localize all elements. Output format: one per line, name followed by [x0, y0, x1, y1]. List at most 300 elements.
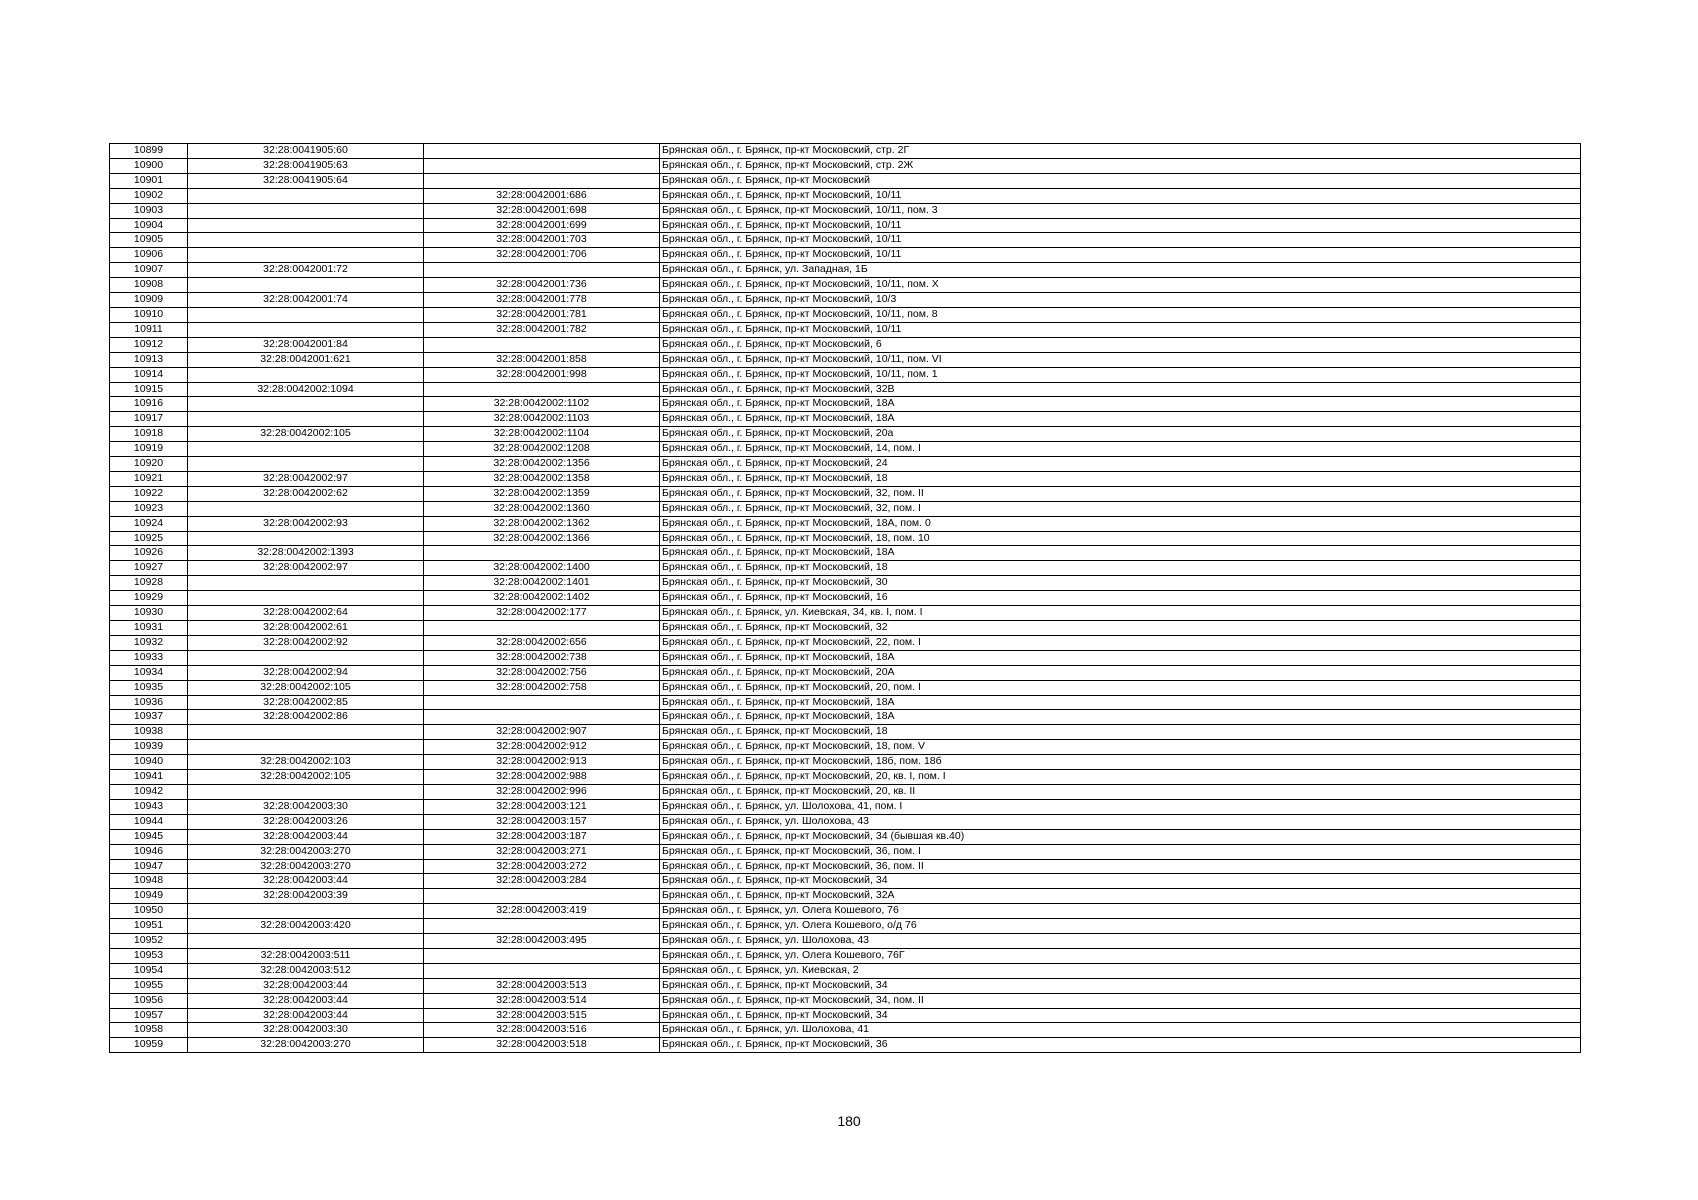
row-number-cell: 10932 [110, 635, 188, 650]
table-row [110, 799, 1581, 814]
object-cadastral-number-cell: 32:28:0042002:758 [424, 680, 660, 695]
land-cadastral-number-cell: 32:28:0042002:105 [188, 770, 424, 785]
address-cell: Брянская обл., г. Брянск, пр-кт Московский, 16 [660, 591, 1581, 606]
address-cell: Брянская обл., г. Брянск, ул. Шолохова, 41, пом. I [660, 799, 1581, 814]
object-cadastral-number-cell: 32:28:0042003:516 [424, 1023, 660, 1038]
table-row [110, 516, 1581, 531]
table-row [110, 755, 1581, 770]
object-cadastral-number-cell: 32:28:0042002:912 [424, 740, 660, 755]
land-cadastral-number-cell: 32:28:0042002:94 [188, 665, 424, 680]
table-row [110, 844, 1581, 859]
land-cadastral-number-cell [188, 397, 424, 412]
land-cadastral-number-cell: 32:28:0042003:270 [188, 1038, 424, 1053]
row-number-cell: 10926 [110, 546, 188, 561]
object-cadastral-number-cell: 32:28:0042003:272 [424, 859, 660, 874]
land-cadastral-number-cell: 32:28:0042001:72 [188, 263, 424, 278]
address-cell: Брянская обл., г. Брянск, пр-кт Московский, стр. 2Г [660, 144, 1581, 159]
row-number-cell: 10941 [110, 770, 188, 785]
address-cell: Брянская обл., г. Брянск, ул. Шолохова, 43 [660, 814, 1581, 829]
land-cadastral-number-cell: 32:28:0042002:103 [188, 755, 424, 770]
row-number-cell: 10933 [110, 650, 188, 665]
row-number-cell: 10918 [110, 427, 188, 442]
table-row [110, 591, 1581, 606]
object-cadastral-number-cell [424, 919, 660, 934]
table-row [110, 501, 1581, 516]
address-cell: Брянская обл., г. Брянск, пр-кт Московский, 18А [660, 695, 1581, 710]
row-number-cell: 10901 [110, 173, 188, 188]
land-cadastral-number-cell [188, 307, 424, 322]
address-cell: Брянская обл., г. Брянск, пр-кт Московский, 24 [660, 457, 1581, 472]
land-cadastral-number-cell: 32:28:0042002:61 [188, 621, 424, 636]
address-cell: Брянская обл., г. Брянск, пр-кт Московский, 18, пом. 10 [660, 531, 1581, 546]
row-number-cell: 10949 [110, 889, 188, 904]
table-row [110, 427, 1581, 442]
land-cadastral-number-cell [188, 248, 424, 263]
land-cadastral-number-cell [188, 442, 424, 457]
object-cadastral-number-cell: 32:28:0042002:988 [424, 770, 660, 785]
land-cadastral-number-cell: 32:28:0042003:270 [188, 859, 424, 874]
land-cadastral-number-cell [188, 725, 424, 740]
table-row [110, 635, 1581, 650]
land-cadastral-number-cell: 32:28:0042003:30 [188, 799, 424, 814]
address-cell: Брянская обл., г. Брянск, пр-кт Московский, 36 [660, 1038, 1581, 1053]
object-cadastral-number-cell: 32:28:0042002:1102 [424, 397, 660, 412]
table-row [110, 248, 1581, 263]
table-row [110, 412, 1581, 427]
land-cadastral-number-cell [188, 367, 424, 382]
row-number-cell: 10899 [110, 144, 188, 159]
row-number-cell: 10945 [110, 829, 188, 844]
address-cell: Брянская обл., г. Брянск, пр-кт Московский, 36, пом. I [660, 844, 1581, 859]
object-cadastral-number-cell: 32:28:0042002:1104 [424, 427, 660, 442]
land-cadastral-number-cell: 32:28:0041905:60 [188, 144, 424, 159]
land-cadastral-number-cell: 32:28:0041905:64 [188, 173, 424, 188]
address-cell: Брянская обл., г. Брянск, пр-кт Московский, 10/11 [660, 322, 1581, 337]
table-row [110, 606, 1581, 621]
address-cell: Брянская обл., г. Брянск, пр-кт Московский, 20А [660, 665, 1581, 680]
land-cadastral-number-cell [188, 278, 424, 293]
object-cadastral-number-cell [424, 963, 660, 978]
row-number-cell: 10959 [110, 1038, 188, 1053]
object-cadastral-number-cell: 32:28:0042002:177 [424, 606, 660, 621]
address-cell: Брянская обл., г. Брянск, пр-кт Московский, 10/11, пом. VI [660, 352, 1581, 367]
land-cadastral-number-cell: 32:28:0042003:420 [188, 919, 424, 934]
address-cell: Брянская обл., г. Брянск, пр-кт Московский, 30 [660, 576, 1581, 591]
address-cell: Брянская обл., г. Брянск, ул. Западная, 1Б [660, 263, 1581, 278]
address-cell: Брянская обл., г. Брянск, пр-кт Московский, 18 [660, 725, 1581, 740]
table-row [110, 144, 1581, 159]
land-cadastral-number-cell [188, 740, 424, 755]
land-cadastral-number-cell: 32:28:0042003:44 [188, 978, 424, 993]
table-row [110, 293, 1581, 308]
land-cadastral-number-cell: 32:28:0042003:30 [188, 1023, 424, 1038]
table-row [110, 203, 1581, 218]
object-cadastral-number-cell [424, 382, 660, 397]
land-cadastral-number-cell [188, 576, 424, 591]
address-cell: Брянская обл., г. Брянск, пр-кт Московский, 20а [660, 427, 1581, 442]
address-cell: Брянская обл., г. Брянск, пр-кт Московский, 36, пом. II [660, 859, 1581, 874]
object-cadastral-number-cell [424, 263, 660, 278]
object-cadastral-number-cell: 32:28:0042003:187 [424, 829, 660, 844]
object-cadastral-number-cell: 32:28:0042001:699 [424, 218, 660, 233]
row-number-cell: 10909 [110, 293, 188, 308]
address-cell: Брянская обл., г. Брянск, пр-кт Московский [660, 173, 1581, 188]
row-number-cell: 10913 [110, 352, 188, 367]
address-cell: Брянская обл., г. Брянск, пр-кт Московский, 10/11, пом. 3 [660, 203, 1581, 218]
row-number-cell: 10927 [110, 561, 188, 576]
table-row [110, 919, 1581, 934]
table-row [110, 784, 1581, 799]
object-cadastral-number-cell: 32:28:0042002:656 [424, 635, 660, 650]
land-cadastral-number-cell [188, 650, 424, 665]
table-row [110, 650, 1581, 665]
land-cadastral-number-cell: 32:28:0042002:92 [188, 635, 424, 650]
table-row [110, 173, 1581, 188]
address-cell: Брянская обл., г. Брянск, пр-кт Московский, 20, пом. I [660, 680, 1581, 695]
address-cell: Брянская обл., г. Брянск, ул. Киевская, 34, кв. I, пом. I [660, 606, 1581, 621]
table-row [110, 218, 1581, 233]
address-cell: Брянская обл., г. Брянск, пр-кт Московский, 14, пом. I [660, 442, 1581, 457]
land-cadastral-number-cell: 32:28:0042003:39 [188, 889, 424, 904]
row-number-cell: 10948 [110, 874, 188, 889]
land-cadastral-number-cell: 32:28:0042002:105 [188, 427, 424, 442]
table-row [110, 307, 1581, 322]
table-row [110, 442, 1581, 457]
row-number-cell: 10904 [110, 218, 188, 233]
land-cadastral-number-cell [188, 322, 424, 337]
row-number-cell: 10944 [110, 814, 188, 829]
object-cadastral-number-cell: 32:28:0042001:686 [424, 188, 660, 203]
object-cadastral-number-cell: 32:28:0042003:157 [424, 814, 660, 829]
land-cadastral-number-cell [188, 412, 424, 427]
row-number-cell: 10955 [110, 978, 188, 993]
row-number-cell: 10906 [110, 248, 188, 263]
row-number-cell: 10931 [110, 621, 188, 636]
land-cadastral-number-cell: 32:28:0042003:44 [188, 993, 424, 1008]
object-cadastral-number-cell: 32:28:0042001:778 [424, 293, 660, 308]
row-number-cell: 10924 [110, 516, 188, 531]
row-number-cell: 10958 [110, 1023, 188, 1038]
object-cadastral-number-cell [424, 621, 660, 636]
table-row [110, 978, 1581, 993]
object-cadastral-number-cell: 32:28:0042001:782 [424, 322, 660, 337]
land-cadastral-number-cell: 32:28:0042002:93 [188, 516, 424, 531]
object-cadastral-number-cell: 32:28:0042002:1356 [424, 457, 660, 472]
object-cadastral-number-cell: 32:28:0042002:756 [424, 665, 660, 680]
address-cell: Брянская обл., г. Брянск, ул. Олега Кошевого, о/д 76 [660, 919, 1581, 934]
object-cadastral-number-cell: 32:28:0042002:1359 [424, 486, 660, 501]
object-cadastral-number-cell: 32:28:0042001:858 [424, 352, 660, 367]
address-cell: Брянская обл., г. Брянск, пр-кт Московский, 34 [660, 874, 1581, 889]
object-cadastral-number-cell [424, 948, 660, 963]
table-row [110, 1038, 1581, 1053]
address-cell: Брянская обл., г. Брянск, пр-кт Московский, 10/11 [660, 233, 1581, 248]
object-cadastral-number-cell: 32:28:0042002:1208 [424, 442, 660, 457]
table-row [110, 561, 1581, 576]
land-cadastral-number-cell: 32:28:0042002:105 [188, 680, 424, 695]
row-number-cell: 10939 [110, 740, 188, 755]
land-cadastral-number-cell [188, 501, 424, 516]
row-number-cell: 10907 [110, 263, 188, 278]
land-cadastral-number-cell [188, 934, 424, 949]
table-row [110, 397, 1581, 412]
object-cadastral-number-cell: 32:28:0042001:998 [424, 367, 660, 382]
property-register-table [109, 143, 1581, 1053]
object-cadastral-number-cell: 32:28:0042002:1358 [424, 471, 660, 486]
object-cadastral-number-cell [424, 158, 660, 173]
row-number-cell: 10930 [110, 606, 188, 621]
row-number-cell: 10935 [110, 680, 188, 695]
land-cadastral-number-cell [188, 188, 424, 203]
address-cell: Брянская обл., г. Брянск, пр-кт Московский, 32В [660, 382, 1581, 397]
row-number-cell: 10916 [110, 397, 188, 412]
land-cadastral-number-cell: 32:28:0042003:44 [188, 874, 424, 889]
row-number-cell: 10936 [110, 695, 188, 710]
address-cell: Брянская обл., г. Брянск, ул. Шолохова, 41 [660, 1023, 1581, 1038]
table-row [110, 531, 1581, 546]
land-cadastral-number-cell [188, 784, 424, 799]
table-row [110, 233, 1581, 248]
land-cadastral-number-cell [188, 591, 424, 606]
object-cadastral-number-cell: 32:28:0042003:284 [424, 874, 660, 889]
address-cell: Брянская обл., г. Брянск, ул. Олега Кошевого, 76Г [660, 948, 1581, 963]
address-cell: Брянская обл., г. Брянск, пр-кт Московский, 18А [660, 546, 1581, 561]
row-number-cell: 10903 [110, 203, 188, 218]
page-number: 180 [837, 1113, 861, 1129]
table-row [110, 158, 1581, 173]
table-row [110, 814, 1581, 829]
address-cell: Брянская обл., г. Брянск, пр-кт Московский, 10/11, пом. 8 [660, 307, 1581, 322]
row-number-cell: 10917 [110, 412, 188, 427]
row-number-cell: 10902 [110, 188, 188, 203]
object-cadastral-number-cell: 32:28:0042003:495 [424, 934, 660, 949]
object-cadastral-number-cell: 32:28:0042002:913 [424, 755, 660, 770]
address-cell: Брянская обл., г. Брянск, ул. Шолохова, 43 [660, 934, 1581, 949]
address-cell: Брянская обл., г. Брянск, пр-кт Московский, 18А [660, 412, 1581, 427]
address-cell: Брянская обл., г. Брянск, пр-кт Московский, 10/11 [660, 218, 1581, 233]
row-number-cell: 10919 [110, 442, 188, 457]
row-number-cell: 10954 [110, 963, 188, 978]
object-cadastral-number-cell: 32:28:0042002:1362 [424, 516, 660, 531]
table-row [110, 457, 1581, 472]
row-number-cell: 10950 [110, 904, 188, 919]
land-cadastral-number-cell [188, 457, 424, 472]
address-cell: Брянская обл., г. Брянск, пр-кт Московский, 10/11, пом. X [660, 278, 1581, 293]
object-cadastral-number-cell: 32:28:0042001:698 [424, 203, 660, 218]
land-cadastral-number-cell [188, 904, 424, 919]
address-cell: Брянская обл., г. Брянск, пр-кт Московский, 34 [660, 1008, 1581, 1023]
object-cadastral-number-cell: 32:28:0042003:515 [424, 1008, 660, 1023]
land-cadastral-number-cell: 32:28:0042002:86 [188, 710, 424, 725]
land-cadastral-number-cell [188, 218, 424, 233]
land-cadastral-number-cell: 32:28:0042002:62 [188, 486, 424, 501]
row-number-cell: 10946 [110, 844, 188, 859]
land-cadastral-number-cell: 32:28:0042001:621 [188, 352, 424, 367]
land-cadastral-number-cell [188, 531, 424, 546]
address-cell: Брянская обл., г. Брянск, ул. Олега Кошевого, 76 [660, 904, 1581, 919]
table-row [110, 188, 1581, 203]
table-row [110, 874, 1581, 889]
row-number-cell: 10921 [110, 471, 188, 486]
row-number-cell: 10920 [110, 457, 188, 472]
row-number-cell: 10928 [110, 576, 188, 591]
table-row [110, 367, 1581, 382]
row-number-cell: 10934 [110, 665, 188, 680]
land-cadastral-number-cell: 32:28:0042003:511 [188, 948, 424, 963]
row-number-cell: 10900 [110, 158, 188, 173]
table-row [110, 621, 1581, 636]
land-cadastral-number-cell: 32:28:0041905:63 [188, 158, 424, 173]
table-row [110, 665, 1581, 680]
object-cadastral-number-cell: 32:28:0042002:1401 [424, 576, 660, 591]
land-cadastral-number-cell: 32:28:0042001:84 [188, 337, 424, 352]
table-row [110, 948, 1581, 963]
table-row [110, 352, 1581, 367]
object-cadastral-number-cell: 32:28:0042001:703 [424, 233, 660, 248]
row-number-cell: 10937 [110, 710, 188, 725]
row-number-cell: 10925 [110, 531, 188, 546]
address-cell: Брянская обл., г. Брянск, пр-кт Московский, 20, кв. I, пом. I [660, 770, 1581, 785]
land-cadastral-number-cell: 32:28:0042002:1393 [188, 546, 424, 561]
object-cadastral-number-cell: 32:28:0042002:1402 [424, 591, 660, 606]
table-row [110, 859, 1581, 874]
table-row [110, 546, 1581, 561]
row-number-cell: 10911 [110, 322, 188, 337]
land-cadastral-number-cell: 32:28:0042003:44 [188, 1008, 424, 1023]
row-number-cell: 10929 [110, 591, 188, 606]
object-cadastral-number-cell: 32:28:0042002:1103 [424, 412, 660, 427]
row-number-cell: 10922 [110, 486, 188, 501]
address-cell: Брянская обл., г. Брянск, пр-кт Московский, 10/3 [660, 293, 1581, 308]
object-cadastral-number-cell: 32:28:0042003:419 [424, 904, 660, 919]
row-number-cell: 10957 [110, 1008, 188, 1023]
object-cadastral-number-cell: 32:28:0042003:514 [424, 993, 660, 1008]
table-row [110, 471, 1581, 486]
address-cell: Брянская обл., г. Брянск, пр-кт Московский, 34 (бывшая кв.40) [660, 829, 1581, 844]
row-number-cell: 10953 [110, 948, 188, 963]
land-cadastral-number-cell: 32:28:0042003:512 [188, 963, 424, 978]
row-number-cell: 10942 [110, 784, 188, 799]
object-cadastral-number-cell: 32:28:0042002:738 [424, 650, 660, 665]
object-cadastral-number-cell [424, 546, 660, 561]
address-cell: Брянская обл., г. Брянск, пр-кт Московский, стр. 2Ж [660, 158, 1581, 173]
object-cadastral-number-cell: 32:28:0042002:1360 [424, 501, 660, 516]
land-cadastral-number-cell: 32:28:0042002:97 [188, 471, 424, 486]
row-number-cell: 10923 [110, 501, 188, 516]
table-row [110, 889, 1581, 904]
register-table-body [110, 144, 1581, 1053]
row-number-cell: 10912 [110, 337, 188, 352]
table-row [110, 1008, 1581, 1023]
row-number-cell: 10914 [110, 367, 188, 382]
object-cadastral-number-cell: 32:28:0042002:996 [424, 784, 660, 799]
address-cell: Брянская обл., г. Брянск, пр-кт Московский, 34 [660, 978, 1581, 993]
row-number-cell: 10947 [110, 859, 188, 874]
table-row [110, 680, 1581, 695]
object-cadastral-number-cell [424, 889, 660, 904]
table-row [110, 337, 1581, 352]
address-cell: Брянская обл., г. Брянск, пр-кт Московский, 22, пом. I [660, 635, 1581, 650]
object-cadastral-number-cell: 32:28:0042003:121 [424, 799, 660, 814]
object-cadastral-number-cell [424, 144, 660, 159]
address-cell: Брянская обл., г. Брянск, ул. Киевская, 2 [660, 963, 1581, 978]
row-number-cell: 10951 [110, 919, 188, 934]
land-cadastral-number-cell [188, 233, 424, 248]
object-cadastral-number-cell: 32:28:0042003:271 [424, 844, 660, 859]
land-cadastral-number-cell: 32:28:0042002:64 [188, 606, 424, 621]
object-cadastral-number-cell: 32:28:0042001:736 [424, 278, 660, 293]
address-cell: Брянская обл., г. Брянск, пр-кт Московский, 34, пом. II [660, 993, 1581, 1008]
land-cadastral-number-cell: 32:28:0042002:85 [188, 695, 424, 710]
row-number-cell: 10943 [110, 799, 188, 814]
table-row [110, 770, 1581, 785]
address-cell: Брянская обл., г. Брянск, пр-кт Московский, 32А [660, 889, 1581, 904]
address-cell: Брянская обл., г. Брянск, пр-кт Московский, 32 [660, 621, 1581, 636]
table-row [110, 486, 1581, 501]
row-number-cell: 10915 [110, 382, 188, 397]
table-row [110, 710, 1581, 725]
address-cell: Брянская обл., г. Брянск, пр-кт Московский, 18б, пом. 18б [660, 755, 1581, 770]
address-cell: Брянская обл., г. Брянск, пр-кт Московский, 32, пом. I [660, 501, 1581, 516]
address-cell: Брянская обл., г. Брянск, пр-кт Московский, 10/11 [660, 188, 1581, 203]
table-row [110, 993, 1581, 1008]
table-row [110, 695, 1581, 710]
address-cell: Брянская обл., г. Брянск, пр-кт Московский, 20, кв. II [660, 784, 1581, 799]
land-cadastral-number-cell: 32:28:0042003:26 [188, 814, 424, 829]
address-cell: Брянская обл., г. Брянск, пр-кт Московский, 18А, пом. 0 [660, 516, 1581, 531]
land-cadastral-number-cell: 32:28:0042003:44 [188, 829, 424, 844]
table-row [110, 904, 1581, 919]
table-row [110, 934, 1581, 949]
row-number-cell: 10905 [110, 233, 188, 248]
table-row [110, 322, 1581, 337]
object-cadastral-number-cell [424, 695, 660, 710]
table-row [110, 382, 1581, 397]
address-cell: Брянская обл., г. Брянск, пр-кт Московский, 18 [660, 471, 1581, 486]
table-row [110, 278, 1581, 293]
table-row [110, 740, 1581, 755]
object-cadastral-number-cell: 32:28:0042001:706 [424, 248, 660, 263]
land-cadastral-number-cell: 32:28:0042002:1094 [188, 382, 424, 397]
object-cadastral-number-cell [424, 337, 660, 352]
land-cadastral-number-cell: 32:28:0042003:270 [188, 844, 424, 859]
object-cadastral-number-cell [424, 173, 660, 188]
row-number-cell: 10938 [110, 725, 188, 740]
object-cadastral-number-cell: 32:28:0042002:1400 [424, 561, 660, 576]
address-cell: Брянская обл., г. Брянск, пр-кт Московский, 10/11, пом. 1 [660, 367, 1581, 382]
address-cell: Брянская обл., г. Брянск, пр-кт Московский, 18 [660, 561, 1581, 576]
table-row [110, 963, 1581, 978]
row-number-cell: 10940 [110, 755, 188, 770]
row-number-cell: 10956 [110, 993, 188, 1008]
object-cadastral-number-cell: 32:28:0042002:907 [424, 725, 660, 740]
address-cell: Брянская обл., г. Брянск, пр-кт Московский, 10/11 [660, 248, 1581, 263]
address-cell: Брянская обл., г. Брянск, пр-кт Московский, 6 [660, 337, 1581, 352]
land-cadastral-number-cell [188, 203, 424, 218]
table-row [110, 576, 1581, 591]
row-number-cell: 10910 [110, 307, 188, 322]
land-cadastral-number-cell: 32:28:0042002:97 [188, 561, 424, 576]
table-row [110, 829, 1581, 844]
address-cell: Брянская обл., г. Брянск, пр-кт Московский, 18А [660, 397, 1581, 412]
address-cell: Брянская обл., г. Брянск, пр-кт Московский, 18А [660, 650, 1581, 665]
object-cadastral-number-cell: 32:28:0042003:513 [424, 978, 660, 993]
address-cell: Брянская обл., г. Брянск, пр-кт Московский, 32, пом. II [660, 486, 1581, 501]
table-row [110, 1023, 1581, 1038]
object-cadastral-number-cell: 32:28:0042002:1366 [424, 531, 660, 546]
address-cell: Брянская обл., г. Брянск, пр-кт Московский, 18, пом. V [660, 740, 1581, 755]
object-cadastral-number-cell [424, 710, 660, 725]
